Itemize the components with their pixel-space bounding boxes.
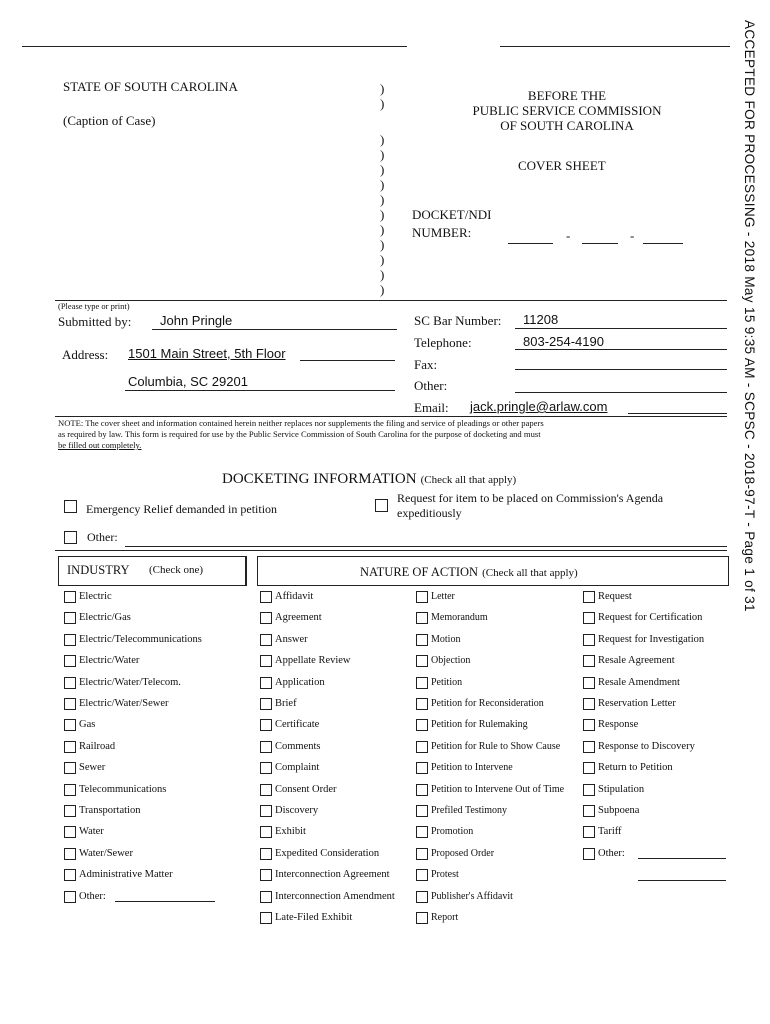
nature-response-to-discovery-label: Response to Discovery [598,740,695,752]
nature-application-label: Application [275,676,325,688]
docket-number-label: NUMBER: [412,225,472,240]
nature-answer-checkbox[interactable] [260,634,272,646]
nature-protest-checkbox[interactable] [416,869,428,881]
commission-agenda-label [397,491,663,521]
note-line-1: NOTE: The cover sheet and information contained herein neither replaces nor supplements the filing and service of pleadings or other papers [58,418,544,428]
top-rule-right [500,46,730,47]
email-label: Email: [414,400,449,415]
address-line-1-underline [300,360,395,361]
nature-return-to-petition-checkbox[interactable] [583,762,595,774]
nature-resale-amendment-checkbox[interactable] [583,677,595,689]
telephone-underline [515,349,727,350]
industry-header-box [58,556,247,586]
industry-electric-gas-checkbox[interactable] [64,612,76,624]
industry-administrative-matter-label: Administrative Matter [79,869,173,881]
caption-of-case-label: (Caption of Case) [63,113,156,128]
other-contact-label: Other: [414,378,448,393]
nature-discovery-label: Discovery [275,805,319,816]
nature-header-title: NATURE OF ACTION [360,565,479,579]
nature-petition-to-intervene-out-of-time-label: Petition to Intervene Out of Time [431,783,565,795]
nature-late-filed-exhibit-label: Late-Filed Exhibit [275,912,353,923]
nature-petition-for-rule-to-show-cause-label: Petition for Rule to Show Cause [431,740,561,752]
industry-water-label: Water [79,826,104,838]
docketing-other-field[interactable] [125,546,727,547]
nature-promotion-label: Promotion [431,826,474,838]
nature-letter-checkbox[interactable] [416,591,428,603]
commission-line-1: BEFORE THE [527,88,607,103]
nature-report-checkbox[interactable] [416,912,428,924]
nature-exhibit-checkbox[interactable] [260,826,272,838]
state-heading: STATE OF SOUTH CAROLINA [63,79,238,94]
industry-electric-checkbox[interactable] [64,591,76,603]
nature-response-to-discovery-checkbox[interactable] [583,741,595,753]
note-top-rule [55,416,727,417]
docketing-other-label: Other: [87,530,118,544]
nature-complaint-label: Complaint [275,762,320,774]
nature-request-for-investigation-checkbox[interactable] [583,634,595,646]
nature-agreement-checkbox[interactable] [260,612,272,624]
note-line-2: as required by law. This form is required for use by the Public Service Commission of South Carolina for the purpose of docketing and must [58,429,541,439]
nature-proposed-order-label: Proposed Order [431,847,495,859]
docket-dash-2: - [630,228,635,243]
nature-certificate-checkbox[interactable] [260,719,272,731]
nature-letter-label: Letter [431,591,455,602]
nature-request-label: Request [598,591,632,602]
nature-memorandum-checkbox[interactable] [416,612,428,624]
nature-stipulation-label: Stipulation [598,783,645,795]
nature-petition-to-intervene-checkbox[interactable] [416,762,428,774]
cover-sheet-note [58,418,544,451]
nature-consent-order-checkbox[interactable] [260,784,272,796]
nature-other-label: Other: [598,847,625,859]
industry-water-checkbox[interactable] [64,826,76,838]
commission-line-2: PUBLIC SERVICE COMMISSION [472,103,662,118]
industry-sewer-checkbox[interactable] [64,762,76,774]
nature-memorandum-label: Memorandum [431,612,488,624]
nature-interconnection-amendment-checkbox[interactable] [260,891,272,903]
print-note: (Please type or print) [58,301,130,311]
note-line-3: be filled out completely. [58,440,142,450]
nature-publisher-s-affidavit-label: Publisher's Affidavit [431,890,513,902]
nature-interconnection-agreement-checkbox[interactable] [260,869,272,881]
nature-comments-label: Comments [275,740,321,752]
docketing-title: DOCKETING INFORMATION [222,471,417,487]
industry-other-label: Other: [79,890,106,902]
email-field[interactable]: jack.pringle@arlaw.com [470,399,608,414]
industry-header-note: (Check one) [149,564,204,576]
nature-header-box [257,556,729,586]
industry-transportation-label: Transportation [79,805,141,816]
nature-response-checkbox[interactable] [583,719,595,731]
nature-publisher-s-affidavit-checkbox[interactable] [416,891,428,903]
nature-objection-checkbox[interactable] [416,655,428,667]
industry-header: INDUSTRY [67,563,130,577]
agenda-line-1: Request for item to be placed on Commission's Agenda [397,491,664,505]
nature-request-for-certification-checkbox[interactable] [583,612,595,624]
commission-heading [412,88,722,133]
nature-interconnection-agreement-label: Interconnection Agreement [275,869,390,881]
nature-other-checkbox[interactable] [583,848,595,860]
industry-telecommunications-label: Telecommunications [79,783,167,795]
fax-field[interactable] [515,369,727,370]
email-underline [628,413,727,414]
nature-petition-for-reconsideration-checkbox[interactable] [416,698,428,710]
nature-petition-label: Petition [431,676,463,688]
nature-subpoena-label: Subpoena [598,805,640,816]
nature-promotion-checkbox[interactable] [416,826,428,838]
nature-petition-checkbox[interactable] [416,677,428,689]
industry-sewer-label: Sewer [79,762,106,774]
fax-label: Fax: [414,357,438,372]
nature-petition-for-rulemaking-label: Petition for Rulemaking [431,719,528,731]
nature-response-label: Response [598,719,639,731]
industry-telecommunications-checkbox[interactable] [64,784,76,796]
nature-reservation-letter-label: Reservation Letter [598,698,676,709]
nature-application-checkbox[interactable] [260,677,272,689]
telephone-field[interactable]: 803-254-4190 [523,334,604,349]
nature-prefiled-testimony-label: Prefiled Testimony [431,805,508,816]
industry-gas-label: Gas [79,719,96,731]
bar-number-label: SC Bar Number: [414,313,502,328]
industry-electric-water-sewer-label: Electric/Water/Sewer [79,698,169,709]
nature-stipulation-checkbox[interactable] [583,784,595,796]
nature-complaint-checkbox[interactable] [260,762,272,774]
industry-electric-water-checkbox[interactable] [64,655,76,667]
address-line-2-underline [125,390,395,391]
nature-reservation-letter-checkbox[interactable] [583,698,595,710]
agenda-line-2: expeditiously [397,506,462,520]
emergency-relief-checkbox[interactable] [64,500,77,513]
nature-petition-for-rulemaking-checkbox[interactable] [416,719,428,731]
nature-tariff-checkbox[interactable] [583,826,595,838]
nature-report-label: Report [431,912,459,923]
docket-dash-1: - [566,228,571,243]
industry-water-sewer-checkbox[interactable] [64,848,76,860]
submitted-by-field[interactable]: John Pringle [160,313,233,328]
nature-prefiled-testimony-checkbox[interactable] [416,805,428,817]
industry-transportation-checkbox[interactable] [64,805,76,817]
submitter-top-rule [55,300,727,301]
nature-proposed-order-checkbox[interactable] [416,848,428,860]
submitted-by-underline [152,329,397,330]
nature-header-note: (Check all that apply) [482,567,578,579]
nature-consent-order-label: Consent Order [275,783,337,795]
nature-resale-agreement-checkbox[interactable] [583,655,595,667]
docketing-heading [222,470,516,488]
address-label: Address: [62,347,109,362]
nature-resale-amendment-label: Resale Amendment [598,676,680,688]
industry-administrative-matter-checkbox[interactable] [64,869,76,881]
nature-return-to-petition-label: Return to Petition [598,762,673,774]
nature-discovery-checkbox[interactable] [260,805,272,817]
docket-year-field[interactable] [508,243,553,244]
industry-electric-water-label: Electric/Water [79,655,140,667]
industry-other-checkbox[interactable] [64,891,76,903]
emergency-relief-label: Emergency Relief demanded in petition [86,502,278,516]
nature-affidavit-label: Affidavit [275,591,314,602]
industry-electric-water-telecom-label: Electric/Water/Telecom. [79,676,181,688]
nature-petition-for-rule-to-show-cause-checkbox[interactable] [416,741,428,753]
nature-protest-label: Protest [431,869,459,881]
industry-electric-water-sewer-checkbox[interactable] [64,698,76,710]
docketing-title-note: (Check all that apply) [420,474,517,486]
nature-certificate-label: Certificate [275,719,320,731]
nature-tariff-label: Tariff [598,826,622,838]
nature-comments-checkbox[interactable] [260,741,272,753]
nature-answer-label: Answer [275,633,308,645]
industry-railroad-label: Railroad [79,740,116,752]
nature-appellate-review-checkbox[interactable] [260,655,272,667]
telephone-label: Telephone: [414,335,472,350]
bar-number-field[interactable]: 11208 [523,312,559,327]
docketing-other-checkbox[interactable] [64,531,77,544]
docket-label: DOCKET/NDI [412,207,492,222]
nature-subpoena-checkbox[interactable] [583,805,595,817]
address-line-1-field[interactable]: 1501 Main Street, 5th Floor [128,346,286,361]
other-contact-field[interactable] [515,392,727,393]
nature-motion-checkbox[interactable] [416,634,428,646]
nature-brief-label: Brief [275,698,297,709]
address-line-2-field[interactable]: Columbia, SC 29201 [128,374,248,389]
submitted-by-label: Submitted by: [58,314,132,329]
bar-number-underline [515,328,727,329]
industry-electric-telecommunications-label: Electric/Telecommunications [79,633,202,645]
industry-water-sewer-label: Water/Sewer [79,847,133,859]
nature-objection-label: Objection [431,655,471,667]
docketing-bottom-rule [55,550,727,551]
nature-other-field[interactable] [638,858,726,859]
docket-number-field[interactable] [582,243,618,244]
industry-other-field[interactable] [115,901,215,902]
nature-request-for-investigation-label: Request for Investigation [598,633,705,645]
nature-other-field-line-2[interactable] [638,880,726,881]
docket-suffix-field[interactable] [643,243,683,244]
nature-header [360,563,578,581]
nature-petition-to-intervene-label: Petition to Intervene [431,762,513,774]
top-rule-left [22,46,407,47]
commission-agenda-checkbox[interactable] [375,499,388,512]
nature-late-filed-exhibit-checkbox[interactable] [260,912,272,924]
nature-motion-label: Motion [431,633,461,645]
nature-interconnection-amendment-label: Interconnection Amendment [275,890,395,902]
commission-line-3: OF SOUTH CAROLINA [500,118,634,133]
nature-brief-checkbox[interactable] [260,698,272,710]
acceptance-stamp-text: ACCEPTED FOR PROCESSING - 2018 May 15 9:35 AM - SCPSC - 2018-97-T - Page 1 of 31 [742,20,757,612]
nature-expedited-consideration-label: Expedited Consideration [275,847,380,859]
nature-request-checkbox[interactable] [583,591,595,603]
industry-gas-checkbox[interactable] [64,719,76,731]
nature-agreement-label: Agreement [275,612,322,624]
nature-petition-for-reconsideration-label: Petition for Reconsideration [431,698,544,709]
industry-electric-label: Electric [79,591,112,602]
industry-railroad-checkbox[interactable] [64,741,76,753]
industry-electric-telecommunications-checkbox[interactable] [64,634,76,646]
nature-exhibit-label: Exhibit [275,826,306,838]
nature-petition-to-intervene-out-of-time-checkbox[interactable] [416,784,428,796]
nature-affidavit-checkbox[interactable] [260,591,272,603]
acceptance-stamp [735,20,759,680]
nature-appellate-review-label: Appellate Review [275,655,351,667]
nature-request-for-certification-label: Request for Certification [598,612,703,624]
industry-electric-gas-label: Electric/Gas [79,612,131,624]
nature-expedited-consideration-checkbox[interactable] [260,848,272,860]
industry-electric-water-telecom-checkbox[interactable] [64,677,76,689]
nature-resale-agreement-label: Resale Agreement [598,655,675,667]
cover-sheet-title: COVER SHEET [518,158,606,173]
